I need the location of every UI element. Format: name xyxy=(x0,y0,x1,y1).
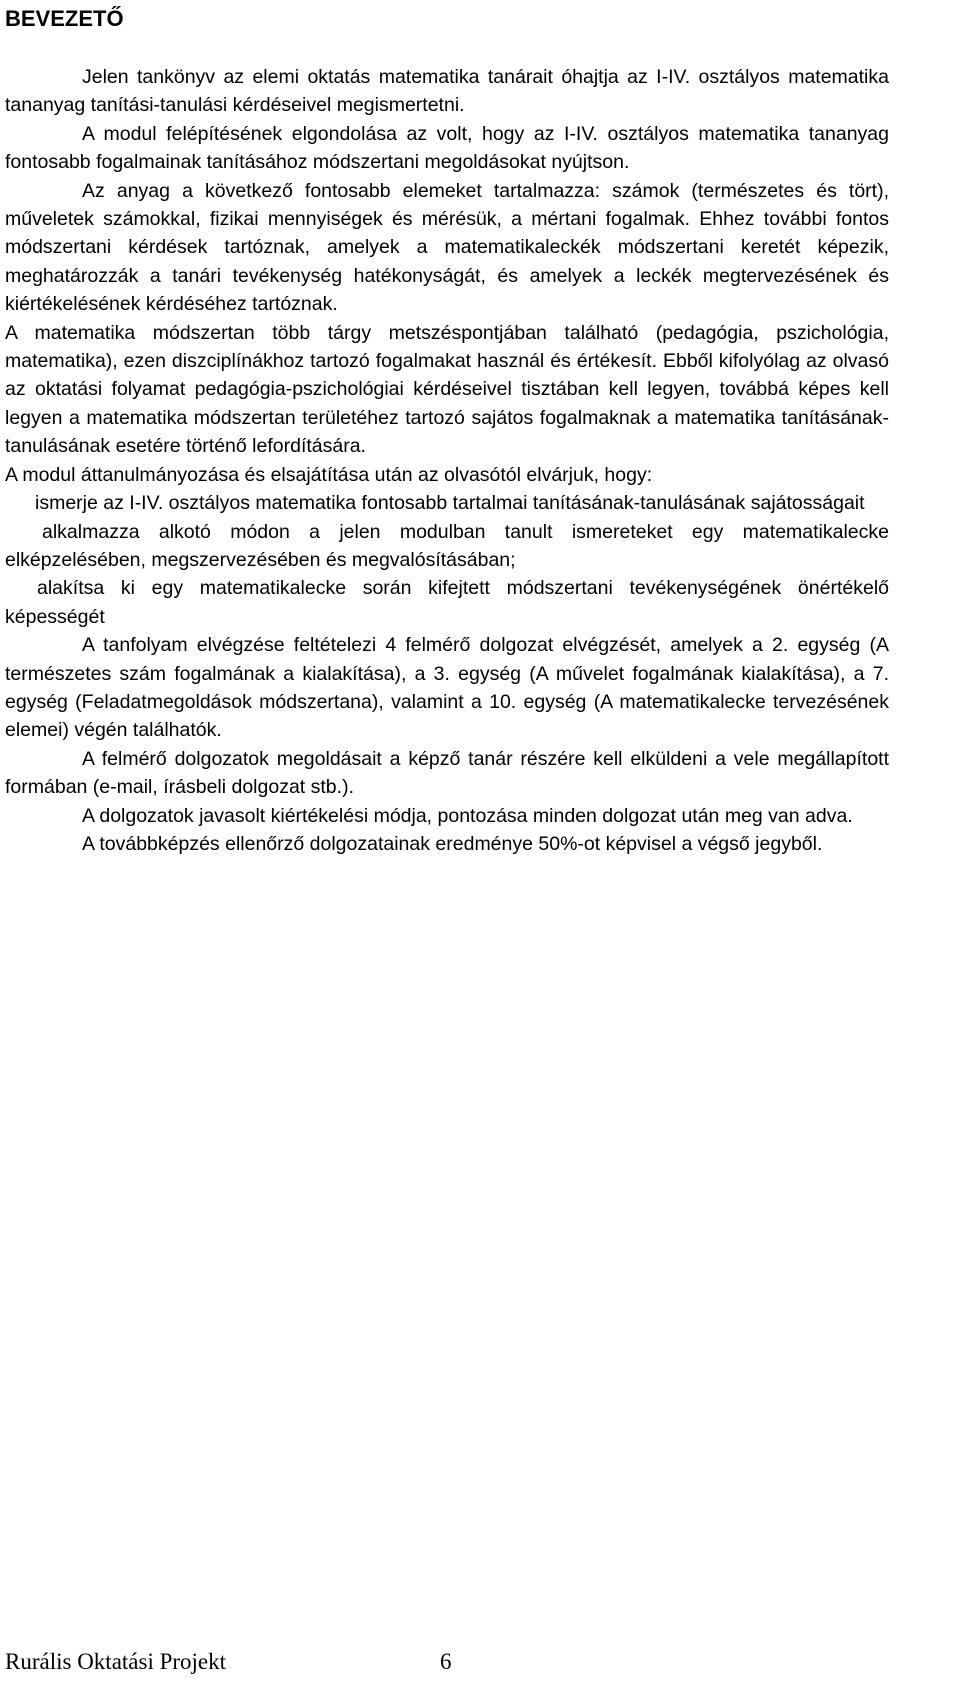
paragraph-expectations-intro: A modul áttanulmányozása és elsajátítása után az olvasótól elvárjuk, hogy: xyxy=(5,463,653,486)
list-item-know: ismerje az I-IV. osztályos matematika fontosabb tartalmai tanításának-tanulásának sajátosságait xyxy=(35,492,865,515)
list-item-develop: alakítsa ki egy matematikalecke során kifejtett módszertani tevékenységének önértékelő képességét xyxy=(5,577,889,628)
list-item-apply: alkalmazza alkotó módon a jelen modulban tanult ismereteket egy matematikalecke elképzelésében, megszervezésében és megvalósításában; xyxy=(5,520,889,571)
paragraph-submission: A felmérő dolgozatok megoldásait a képző tanár részére kell elküldeni a vele megállapított formában (e-mail, írásbeli dolgozat stb.). xyxy=(5,747,889,799)
paragraph-grade-weight: A továbbképzés ellenőrző dolgozatainak eredménye 50%-ot képvisel a végső jegyből. xyxy=(82,832,823,855)
paragraph-assessments: A tanfolyam elvégzése feltételezi 4 felmérő dolgozat elvégzését, amelyek a 2. egység (A természetes szám fogalmának a kialakítása), a 3. egység (A művelet fogalmának kialakítása), a 7. egység (Feladatmegoldások módszertana), valamint a 10. egység (A matematikalecke tervezésének elemei) végén találhatók. xyxy=(5,634,889,742)
page-heading: BEVEZETŐ xyxy=(5,6,124,31)
paragraph-intro: Jelen tankönyv az elemi oktatás matematika tanárait óhajtja az I-IV. osztályos matematika tananyag tanítási-tanulási kérdéseivel megismertetni. xyxy=(5,66,889,117)
body-text xyxy=(5,63,889,858)
page-footer xyxy=(5,1648,452,1676)
paragraph-content-elements: Az anyag a következő fontosabb elemeket tartalmazza: számok (természetes és tört), műveletek számokkal, fizikai mennyiségek és mérésük, a mértani fogalmak. Ehhez további fontos módszertani kérdések tartóznak, amelyek a matematikaleckék módszertani keretét képezik, meghatározzák a tanári tevékenység hatékonyságát, és amelyek a leckék megtervezésének és kiértékelésének kérdéséhez tartóznak. xyxy=(5,179,889,316)
footer-project-name: Rurális Oktatási Projekt xyxy=(5,1649,227,1674)
footer-page-number: 6 xyxy=(440,1649,452,1674)
paragraph-module-concept: A modul felépítésének elgondolása az volt, hogy az I-IV. osztályos matematika tananyag fontosabb fogalmainak tanításához módszertani megoldásokat nyújtson. xyxy=(5,122,889,174)
paragraph-methodology: A matematika módszertan több tárgy metszéspontjában található (pedagógia, pszichológia, matematika), ezen diszciplínákhoz tartozó fogalmakat használ és értékesít. Ebből kifolyólag az olvasó az oktatási folyamat pedagógia-pszichológiai kérdéseivel tisztában kell legyen, továbbá képes kell legyen a matematika módszertan területéhez tartozó sajátos fogalmaknak a matematika tanításának-tanulásának esetére történő lefordítására. xyxy=(5,321,889,458)
paragraph-evaluation: A dolgozatok javasolt kiértékelési módja, pontozása minden dolgozat után meg van adva. xyxy=(82,804,853,827)
